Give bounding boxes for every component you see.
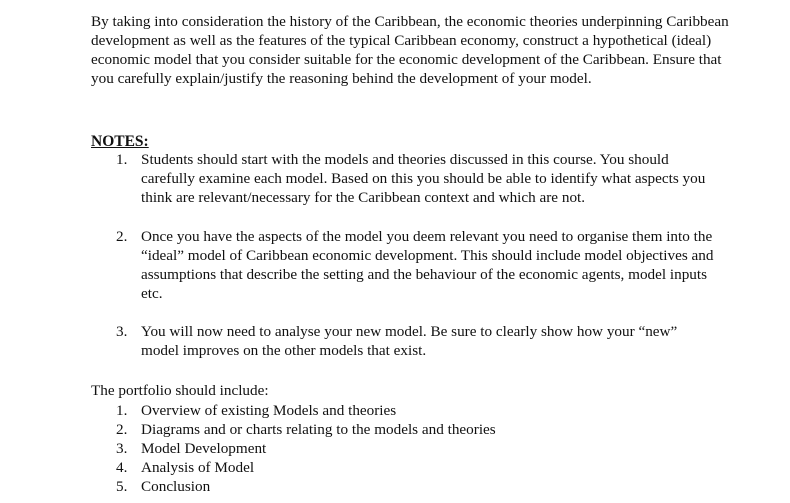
portfolio-item-text: Model Development — [141, 440, 267, 457]
note-number: 1. — [116, 151, 128, 168]
portfolio-list-item — [116, 420, 496, 439]
note-number: 3. — [116, 323, 128, 340]
note-text: You will now need to analyse your new model. Be sure to clearly show how your “new” model improves on the other models that exist. — [141, 323, 678, 359]
portfolio-list — [116, 401, 496, 496]
portfolio-list-item — [116, 439, 496, 458]
portfolio-list-item — [116, 401, 496, 420]
portfolio-intro: The portfolio should include: — [91, 382, 269, 399]
notes-heading: NOTES: — [91, 133, 149, 150]
portfolio-item-number: 5. — [116, 478, 128, 495]
portfolio-item-text: Overview of existing Models and theories — [141, 402, 397, 419]
portfolio-list-item — [116, 477, 496, 496]
portfolio-list-item — [116, 458, 496, 477]
note-text: Students should start with the models and theories discussed in this course. You should carefully examine each model. Based on this you should be able to identify what aspects you think are relevant/necessary for the Caribbean context and which are not. — [141, 151, 706, 206]
portfolio-item-number: 1. — [116, 402, 128, 419]
portfolio-item-text: Diagrams and or charts relating to the models and theories — [141, 421, 496, 438]
portfolio-item-number: 4. — [116, 459, 128, 476]
portfolio-item-text: Analysis of Model — [141, 459, 255, 476]
note-item — [116, 150, 716, 207]
intro-paragraph: By taking into consideration the history of the Caribbean, the economic theories underpinning Caribbean development as well as the features of the typical Caribbean economy, construct a hypothetical (ideal) economic model that you consider suitable for the economic development of the Caribbean. Ensure that you carefully explain/justify the reasoning behind the development of your model. — [91, 13, 729, 87]
note-number: 2. — [116, 228, 128, 245]
note-item — [116, 322, 716, 360]
portfolio-item-number: 2. — [116, 421, 128, 438]
note-text: Once you have the aspects of the model you deem relevant you need to organise them into the “ideal” model of Caribbean economic development. This should include model objectives and assumptions that describe the setting and the behaviour of the economic agents, model inputs etc. — [141, 228, 714, 302]
portfolio-item-text: Conclusion — [141, 478, 211, 495]
portfolio-item-number: 3. — [116, 440, 128, 457]
note-item — [116, 227, 716, 303]
